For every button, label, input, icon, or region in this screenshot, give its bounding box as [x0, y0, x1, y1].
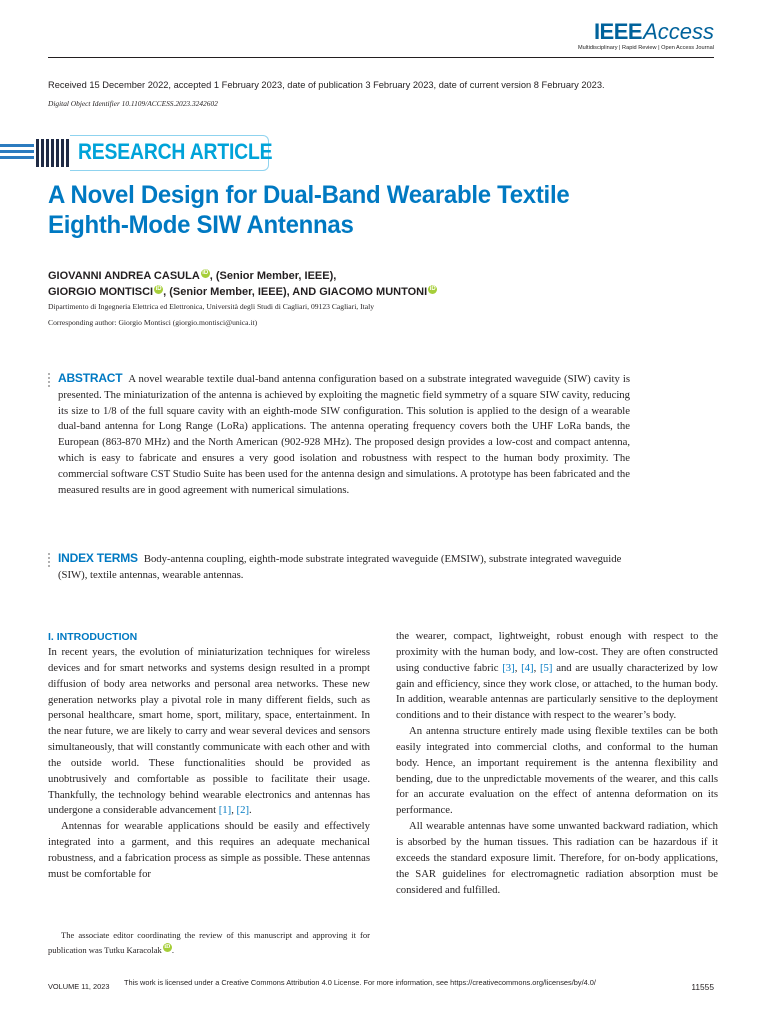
received-dates: Received 15 December 2022, accepted 1 February 2023, date of publication 3 February 2023, date of current version 8 February 2023.	[48, 80, 605, 90]
body-column-left	[48, 629, 370, 883]
citation-link[interactable]: [4]	[521, 661, 534, 674]
footnote-text: The associate editor coordinating the review of this manuscript and approving it for publication was Tutku Karacolak	[48, 930, 370, 955]
logo-ieee-text: IEEE	[593, 19, 643, 44]
title-line: A Novel Design for Dual-Band Wearable Textile	[48, 181, 570, 209]
footer-volume: VOLUME 11, 2023	[48, 982, 110, 991]
citation-link[interactable]: [1]	[218, 804, 232, 817]
paragraph	[48, 645, 370, 819]
author-role: , (Senior Member, IEEE),	[209, 270, 337, 282]
section-heading-introduction: I. INTRODUCTION	[48, 631, 138, 643]
author-role: , (Senior Member, IEEE), AND GIACOMO MUNTONI	[163, 286, 428, 298]
logo-tagline: Multidisciplinary | Rapid Review | Open Access Journal	[578, 45, 714, 51]
paragraph: An antenna structure entirely made using flexible textiles can be both easily integrated into commercial cloths, and conformal to the human body. Hence, an important requirement is the antenna flexibility and bending, due to the unpredictable movements of the wearer, and this calls for an accurate evaluation on the effect of antenna deformation on its performance.	[396, 725, 718, 817]
article-type-label: RESEARCH ARTICLE	[78, 139, 273, 164]
logo-access-text: Access	[643, 19, 714, 44]
footer-page-number: 11555	[691, 982, 714, 992]
citation-separator: ,	[533, 661, 540, 674]
citation-link[interactable]: [3]	[502, 661, 515, 674]
paragraph: Antennas for wearable applications should be easily and effectively integrated into a garment, and this requires an adequate mechanical robustness, and a fabrication process as simple as possible. These antennas must be comfortable for	[48, 820, 370, 880]
section-dots-icon	[48, 373, 51, 389]
banner-bars-icon	[0, 136, 70, 170]
footer-license[interactable]: This work is licensed under a Creative Commons Attribution 4.0 License. For more information, see https://creativecommons.org/licenses/by/4.0/	[124, 978, 596, 987]
paragraph	[396, 629, 718, 724]
abstract-text: A novel wearable textile dual-band antenna configuration based on a substrate integrated waveguide (SIW) cavity is presented. The miniaturization of the antenna is achieved by exploiting the magnetic field symmetry of a square SIW cavity, reducing its size to 1/8 of the full square cavity with an eighth-mode SIW configuration. This solution is applied to the design of a wearable dual-band antenna for Long Range (LoRa) applications. The antenna operating frequency covers both the UHF LoRa bands, the European (863-870 MHz) and the North American (902-928 MHz). The proposed design provides a low-cost and compact antenna, which is easy to fabricate and ensures a very good isolation and robustness with respect to the human body proximity. The commercial software CST Studio Suite has been used for the antenna design and simulations. A prototype has been fabricated and the measured results are in good agreement with numerical simulations.	[58, 373, 630, 496]
ieee-access-logo	[578, 20, 714, 51]
author-name: GIORGIO MONTISCI	[48, 286, 154, 298]
citation-separator: ,	[231, 804, 237, 817]
title-line: Eighth-Mode SIW Antennas	[48, 211, 354, 239]
index-terms-text: Body-antenna coupling, eighth-mode substrate integrated waveguide (EMSIW), substrate integrated waveguide (SIW), textile antennas, wearable antennas.	[58, 553, 622, 581]
paragraph-text: .	[249, 804, 252, 817]
citation-link[interactable]: [2]	[236, 804, 250, 817]
abstract-heading: ABSTRACT	[58, 371, 123, 385]
index-terms-heading: INDEX TERMS	[58, 551, 138, 565]
citation-link[interactable]: [5]	[540, 661, 553, 674]
abstract-section	[48, 371, 630, 498]
orcid-icon[interactable]: iD	[202, 270, 209, 276]
index-terms-section	[48, 551, 630, 584]
author-line	[48, 285, 437, 298]
section-dots-icon	[48, 553, 51, 569]
header-rule	[48, 57, 714, 58]
affiliation: Dipartimento di Ingegneria Elettrica ed Elettronica, Università degli Studi di Cagliari, 09123 Cagliari, Italy	[48, 302, 375, 311]
doi-line: Digital Object Identifier 10.1109/ACCESS.2023.3242602	[48, 99, 218, 108]
citation-separator: ,	[514, 661, 522, 674]
paragraph-text: In recent years, the evolution of miniaturization techniques for wireless devices and for smart networks and systems design resulted in a prompt diffusion of body area networks and personal area networks. These new generation networks play a pivotal role in many different fields, such as personal healthcare, smart home, sport, military, space, entertainment. In the near future, we are likely to carry and wear several devices and sensors simultaneously, that will constantly communicate with each other and with the outside world. These functionalities should be provided as unobtrusively and comfortable as possible to facilitate their usage. Thankfully, the technology behind wearable electronics and antennas has undergone a considerable advancement	[48, 646, 370, 817]
editor-footnote	[48, 928, 370, 957]
author-line	[48, 269, 336, 282]
orcid-icon[interactable]: iD	[429, 286, 436, 292]
paragraph-text: the wearer, compact, lightweight, robust enough with respect to the proximity with the human body, and low-cost. They are often constructed using conductive fabric	[396, 630, 718, 674]
paper-title	[48, 180, 648, 240]
body-column-right	[396, 629, 718, 898]
orcid-icon[interactable]: iD	[164, 943, 171, 950]
orcid-icon[interactable]: iD	[155, 286, 162, 292]
footnote-end: .	[171, 944, 175, 955]
corresponding-author: Corresponding author: Giorgio Montisci (giorgio.montisci@unica.it)	[48, 318, 258, 327]
author-name: GIOVANNI ANDREA CASULA	[48, 270, 200, 282]
paragraph: All wearable antennas have some unwanted backward radiation, which is absorbed by the human tissues. This radiation can be hazardous if it exceeds the standard exposure limit. Therefore, for on-body applications, the SAR guidelines for electromagnetic radiation absorption must be considered and fulfilled.	[396, 820, 718, 896]
paragraph-text: and are usually characterized by low gain and efficiency, since they work close, or attached, to the human body. In addition, wearable antennas are particularly sensitive to the deployment conditions and to their distance with respect to the wearer’s body.	[396, 661, 718, 722]
